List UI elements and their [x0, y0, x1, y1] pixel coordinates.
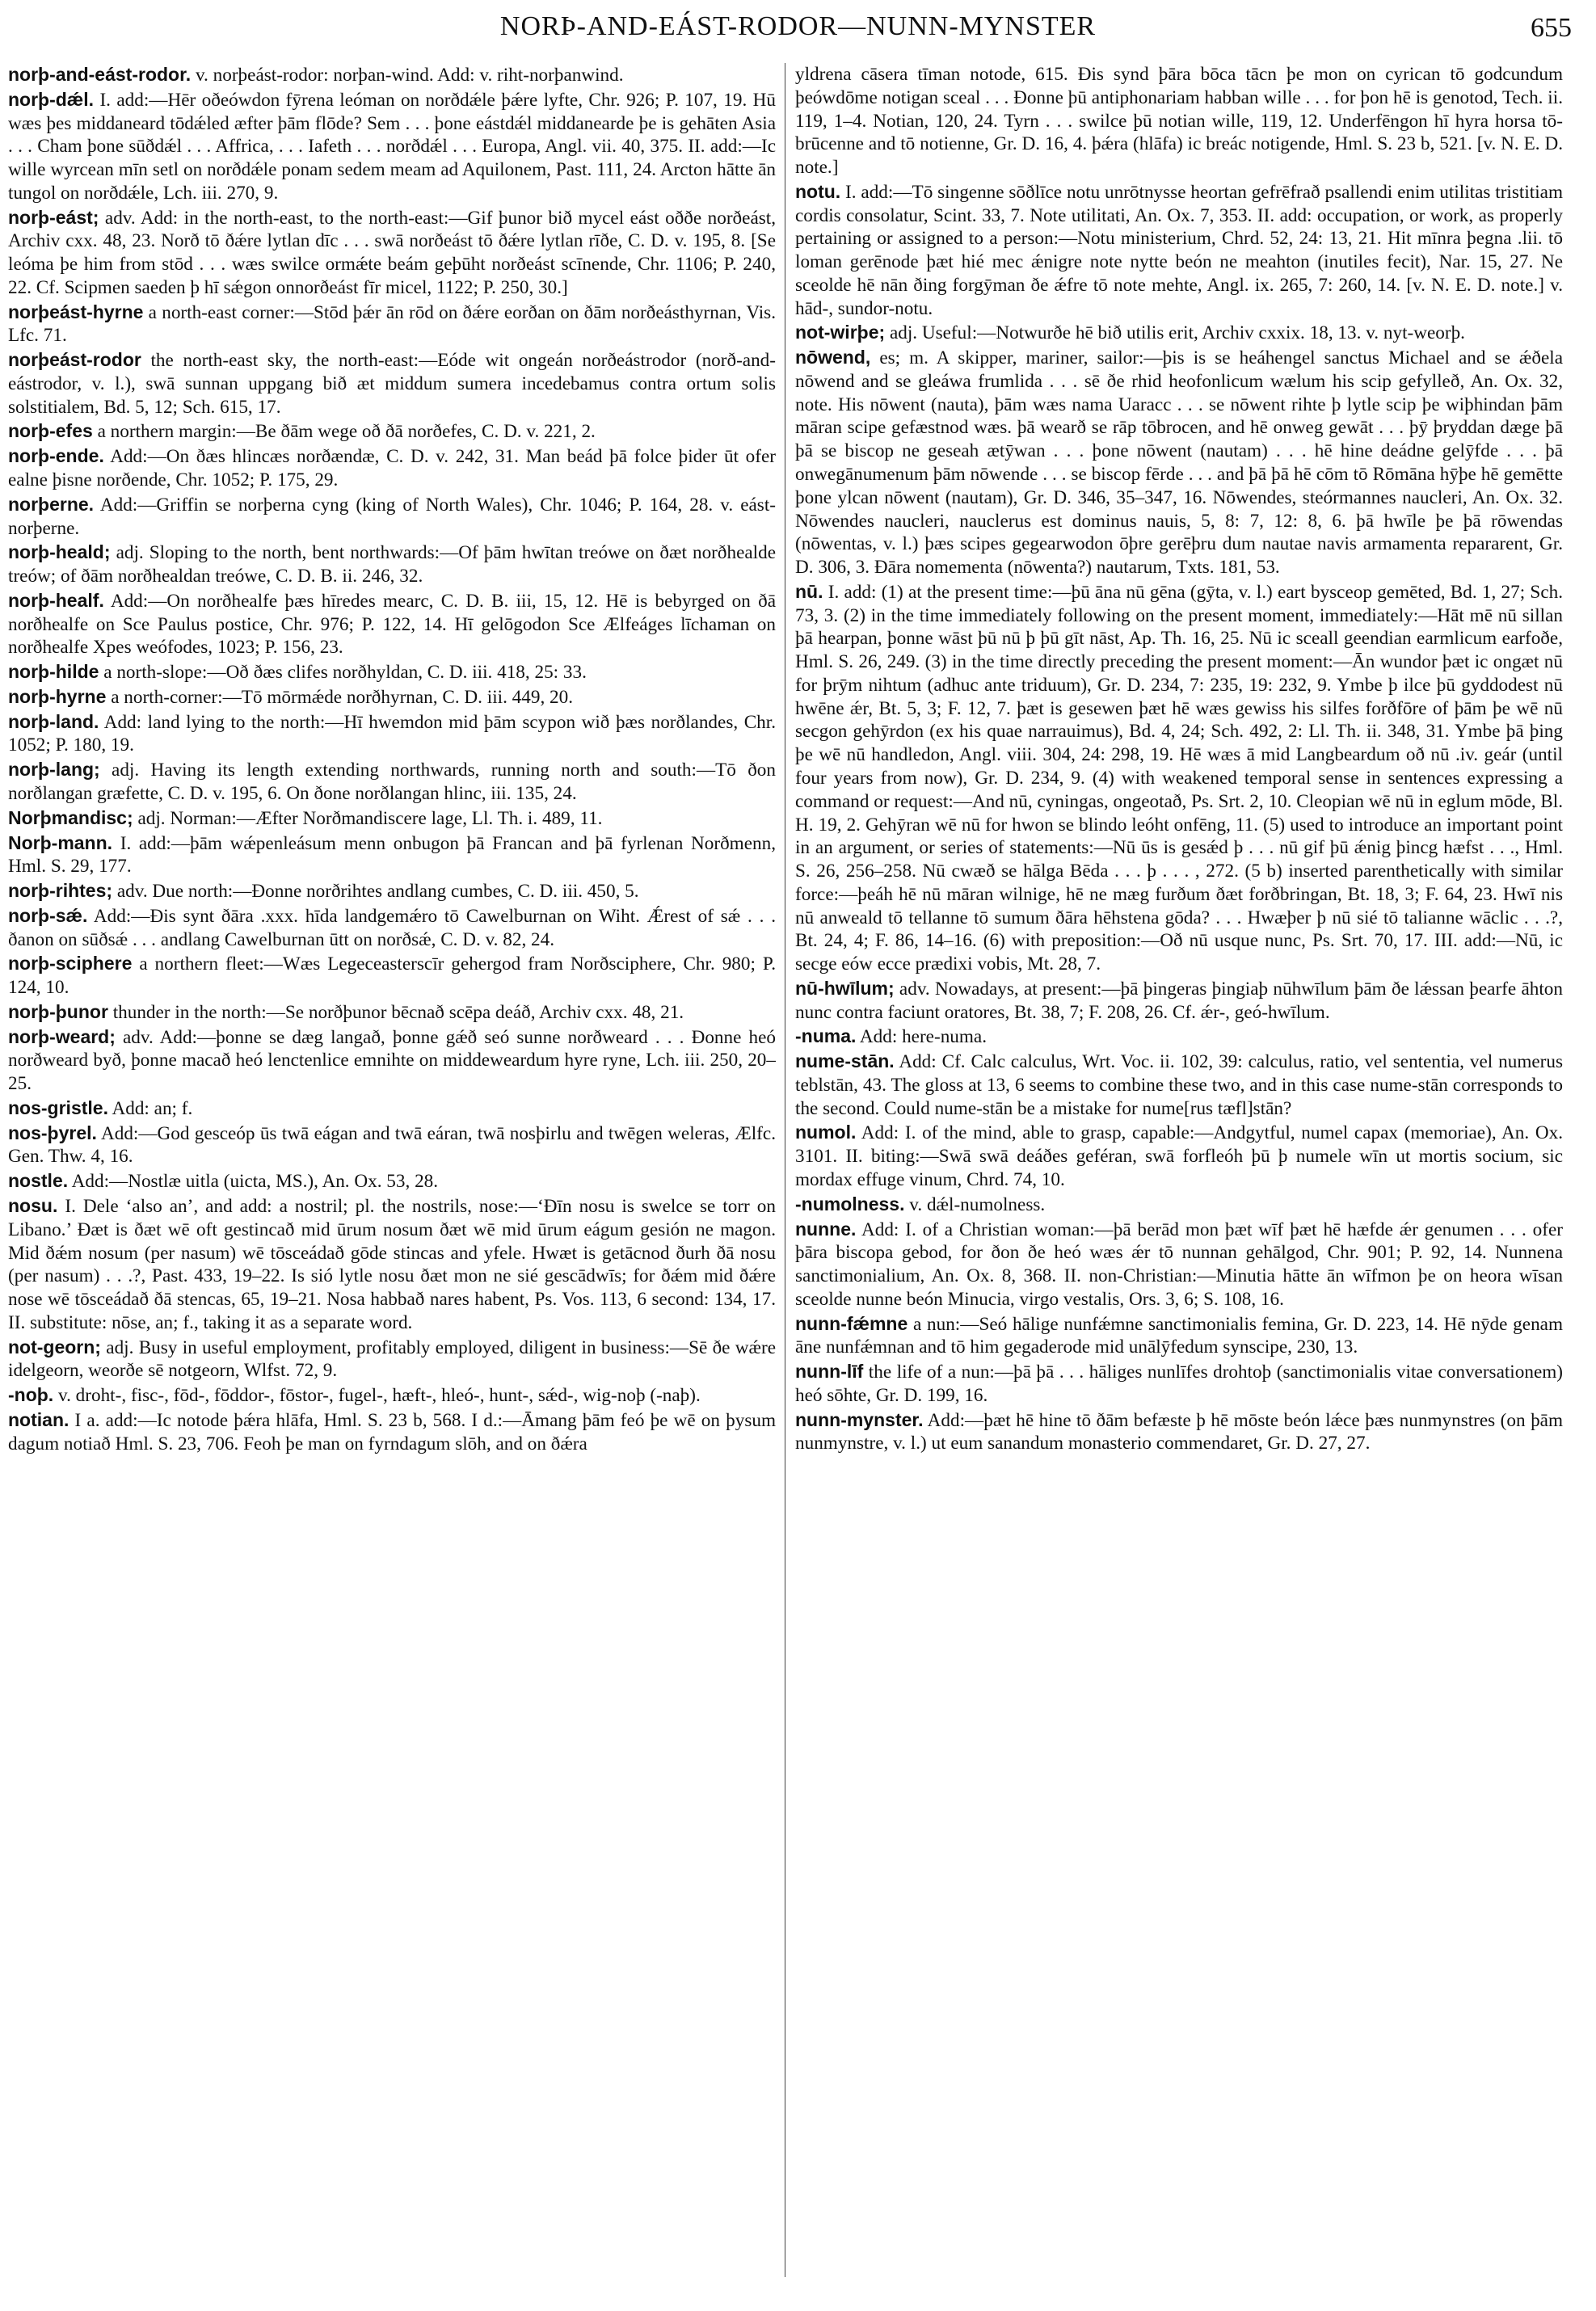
dictionary-entry [8, 1097, 776, 1121]
entry-headword: nōwend, [795, 347, 871, 368]
page-header [0, 11, 1596, 52]
entry-body: the life of a nun:—þā þā . . . hāliges nunlīfes drohtoþ (sanctimonialis vitae conversationem) heó sōhte, Gr. D. 199, 16. [795, 1362, 1563, 1406]
page-number: 655 [1531, 13, 1572, 43]
entry-body: es; m. A skipper, mariner, sailor:—þis is se heáhengel sanctus Michael and se ǽðela nōwend and se gleáwa frumlida . . . sē ðe rhid heofonlicum wælum his scip gefylleð, An. Ox. 32, note. His nōwent (nauta), þām wæs nama Uaracc . . . se nōwent rihte þ lytle scip þe wiþhindan þām māran scipe gefæstnod wæs. þā wearð se rāp tōbrocen, and hē onweg gewāt . . . þȳ þryddan dæge þā þā se biscop ne geseah ætȳwan . . . þone nōwent (nautam) . . . hē hine deádne gelȳfde . . . þā onwegānumenum þām nōwende . . . se biscop fērde . . . and þā þā hē cōm tō Rōmāna hȳþe hē gemētte þone ylcan nōwent (nautam), Gr. D. 346, 35–347, 16. Nōwendes, steórmannes naucleri, An. Ox. 32. Nōwendes naucleri, nauclerus est dominus nauis, 5, 8: 7, 12: 8, 6. þā hwīle þe þā rōwendas (nōwentas, v. l.) þæs scipes gegearwodon ōþre gerēþru dum nautae navis armamenta repararent, Gr. D. 306, 3. Ðāra nomementa (nōwenta?) nautarum, Txts. 181, 53. [795, 347, 1563, 579]
dictionary-entry [8, 710, 776, 758]
dictionary-entry [795, 580, 1563, 976]
entry-body: I a. add:—Ic notode þǽra hlāfa, Hml. S. 23 b, 568. I d.:—Āmang þām feó þe wē on þysum dagum notiað Hml. S. 23, 706. Feoh þe man on fyrndagum slōh, and on ðǽra [8, 1409, 776, 1454]
entry-headword: norþ-eást; [8, 206, 99, 228]
dictionary-entry [8, 904, 776, 952]
entry-headword: nū. [795, 580, 823, 602]
entry-body: thunder in the north:—Se norðþunor bēcnað scēpa deáð, Archiv cxx. 48, 21. [107, 1001, 684, 1023]
dictionary-entry [795, 63, 1563, 179]
running-title: NORÞ-AND-EÁST-RODOR—NUNN-MYNSTER [499, 11, 1097, 41]
entry-body: a north-east corner:—Stōd þǽr ān rōd on ðǽre eorðan on ðām norðeásthyrnan, Vis. Lfc. 71. [8, 301, 776, 347]
entry-body: adj. Busy in useful employment, profitably employed, diligent in business:—Sē ðe wǽre idelgeorn, weorðe sē notgeorn, Wlfst. 72, 9. [8, 1337, 776, 1382]
entry-headword: nos-gristle. [8, 1097, 108, 1118]
entry-body: a nun:—Seó hālige nunfǽmne sanctimonialis femina, Gr. D. 223, 14. Hē nȳde genam āne nunfǽmnan and tō him gegaderode mid unālȳfedum synscipe, 230, 13. [795, 1313, 1563, 1358]
dictionary-entry [8, 879, 776, 903]
entry-body: I. add: (1) at the present time:—þū āna nū gēna (gȳta, v. l.) eart bysceop gemēted, Bd. 1, 27; Sch. 73, 3. (2) in the time immediately following on the present moment, immediately:—Hāt mē nū sillan þā hearpan, þonne wāst þū nū þ þū gīt nāst, Ap. Th. 16, 25. Nū ic sceall geendian earmlicum earfoðe, Hml. S. 26, 249. (3) in the time directly preceding the present moment:—Ān wundor þæt ic ongæt nū for þrȳm nihtum (adhuc ante triduum), Gr. D. 234, 7: 235, 19: 232, 9. Ymbe þ ilce þū gyddodest nū hwēne ǽr, Bt. 5, 3; F. 12, 7. þæt is gesewen þæt hē wæs gewiss his silfes forðfōre of þām þe wē nū secgon gehȳrdon (ex his quae narrauimus), Bd. 4, 24; Sch. 492, 2: Ll. Th. ii. 348, 31. Ymbe þā þing þe wē nū handledon, Angl. viii. 304, 24: 298, 19. Hē wæs ā mid Langbeardum oð nū .iv. geár (until four years from now), Gr. D. 234, 9. (4) with weakened temporal sense in sentences expressing a command or request:—And nū, cyningas, ongeotað, Ps. Srt. 2, 10. Cleopian wē nū in eglum mōde, Bl. H. 19, 2. Gehȳran wē nū for hwon se blindo leóht onfēng, 11. (5) used to introduce an important point in an argument, or series of statements:—Nū ūs is gesǽd þ . . . nū gif þū ǽnig þincg hæfst . . ., Hml. S. 26, 256–258. Nū cwæð se hālga Bēda . . . þ . . . , 272. (5 b) inserted parenthetically with similar force:—þeáh hē nū māran wilnige, hē ne mæg furðum ðæt forðbringan, Bt. 18, 3; F. 64, 23. Hwī nis nū anweald tō tellanne tō sumum ðāra hēhstena gōda? . . . Hwæþer þ nū sié tō talianne wāclic . . .?, Bt. 24, 4; F. 86, 14–16. (6) with preposition:—Oð nū usque nunc, Ps. Srt. 70, 17. III. add:—Nū, ic secge eów ecce prædixi vobis, Mt. 28, 7. [795, 581, 1563, 975]
entry-headword: -numolness. [795, 1193, 905, 1214]
entry-headword: norþ-hilde [8, 661, 99, 683]
dictionary-entry [795, 346, 1563, 579]
entry-headword: norþerne. [8, 493, 95, 515]
entry-headword: nū-hwīlum; [795, 977, 895, 999]
entry-body: adv. Due north:—Ðonne norðrihtes andlang cumbes, C. D. iii. 450, 5. [112, 881, 639, 903]
dictionary-entry [8, 88, 776, 205]
entry-body: Add: I. of the mind, able to grasp, capable:—Andgytful, numel capax (memoriae), An. Ox. 3101. II. biting:—Swā swā deáðes geféran, swā forfleóh þū þ numele wīn ut mortis socium, sic mordax effuge vinum, Chrd. 74, 10. [795, 1122, 1563, 1190]
entry-headword: norþeást-hyrne [8, 301, 144, 322]
dictionary-entry [8, 419, 776, 444]
dictionary-entry [8, 1122, 776, 1169]
entry-body: a northern margin:—Be ðām wege oð ðā norðefes, C. D. v. 221, 2. [92, 421, 596, 443]
entry-headword: norþ-hyrne [8, 685, 107, 707]
entry-body: I. add:—Tō singenne sōðlīce notu unrōtnysse heortan gefrēfrað psallendi enim utilitas tristitiam cordis consolatur, Scint. 33, 7. Note utilitati, An. Ox. 7, 353. II. add: occupation, or work, as properly pertaining or assigned to a person:—Notu ministerium, Chrd. 52, 24: 13, 21. Hit mīnra þegna .lii. tō loman gerēnode þæt hié mec ǽnigre note nytte beón ne meahton (inutiles fecit), Nar. 15, 27. Ne sceolde hē nān ðing forgȳman ðe ǽfre tō note mehte, Angl. ix. 265, 7: 260, 14. [v. N. E. D. note.] v. hād-, sundor-notu. [795, 181, 1563, 319]
dictionary-entry [8, 1336, 776, 1383]
dictionary-entry [8, 1025, 776, 1096]
entry-headword: numol. [795, 1122, 857, 1143]
dictionary-entry [8, 589, 776, 659]
dictionary-entry [795, 1312, 1563, 1360]
dictionary-entry [795, 180, 1563, 321]
entry-headword: norþ-sǽ. [8, 904, 88, 926]
entry-headword: nunn-mynster. [795, 1408, 924, 1430]
entry-body: adj. Having its length extending northwards, running north and south:—Tō ðon norðlangan græfette, C. D. v. 195, 6. On ðone norðlangan hlinc, iii. 135, 24. [8, 760, 776, 804]
entry-headword: norþ-healf. [8, 589, 104, 611]
dictionary-entry [8, 1383, 776, 1408]
entry-body: the north-east sky, the north-east:—Eóde wit ongeán norðeástrodor (norð-and-eástrodor, v. l.), swā sunnan uppgang bið æt middum sumera incedebamus contra ortum solis solstitialem, Bd. 5, 12; Sch. 615, 17. [8, 350, 776, 418]
entry-body: adj. Useful:—Notwurðe hē bið utilis erit, Archiv cxxix. 18, 13. v. nyt-weorþ. [885, 322, 1465, 344]
right-column [795, 63, 1563, 2293]
entry-headword: Norþmandisc; [8, 806, 133, 828]
entry-headword: norþ-sciphere [8, 953, 133, 974]
dictionary-entry [8, 685, 776, 709]
entry-body: Add: land lying to the north:—Hī hwemdon mid þām scypon wið þæs norðlandes, Chr. 1052; P. 180, 19. [8, 711, 776, 756]
entry-body: Add: here-numa. [856, 1026, 987, 1048]
dictionary-entry [8, 1408, 776, 1456]
entry-headword: norþ-rihtes; [8, 880, 113, 902]
entry-headword: notu. [795, 180, 841, 202]
dictionary-entry [8, 541, 776, 588]
entry-headword: nosu. [8, 1194, 58, 1216]
entry-headword: nunn-fǽmne [795, 1312, 908, 1334]
entry-headword: -noþ. [8, 1384, 54, 1406]
dictionary-entry [8, 758, 776, 806]
dictionary-entry [8, 348, 776, 419]
entry-headword: nume-stān. [795, 1050, 895, 1072]
entry-headword: norþeást-rodor [8, 349, 141, 371]
dictionary-entry [795, 1121, 1563, 1191]
entry-headword: norþ-land. [8, 710, 99, 732]
entry-headword: not-wirþe; [795, 322, 886, 343]
dictionary-entry [8, 493, 776, 541]
entry-body: a north-corner:—Tō mōrmǽde norðhyrnan, C. D. iii. 449, 20. [106, 686, 574, 708]
entry-body: Add: I. of a Christian woman:—þā berād mon þæt wīf þæt hē hæfde ǽr genumen . . . ofer þāra biscopa gebod, for ðon ðe heó wæs ǽr tō nunnan gehālgod, Chr. 901; P. 92, 14. Nunnena sanctimonialium, An. Ox. 8, 368. II. non-Christian:—Minutia hātte ān wīfmon þe on heora wīsan sceolde nunne beón Minucia, virgo vestalis, Ors. 3, 6; S. 108, 16. [795, 1219, 1563, 1310]
entry-body: Add:—On ðæs hlincæs norðændæ, C. D. v. 242, 31. Man beád þā folce þider ūt ofer ealne þisne norðende, Chr. 1052; P. 175, 29. [8, 446, 776, 491]
entry-headword: norþ-ende. [8, 445, 104, 467]
entry-body: adv. Add: in the north-east, to the north-east:—Gif þunor bið mycel eást oððe norðeást, Archiv cxx. 48, 23. Norð tō ðǽre lytlan dīc . . . swā norðeást tō ðǽre lytlan rīðe, C. D. v. 195, 8. [Se leóma þe him from stōd . . . wæs swilce ormǽte beám geþūht norðeást scīnende, Chr. 1106; P. 240, 22. Cf. Scipmen saeden þ hī sǽgon onnorðeást fīr micel, 1122; P. 250, 30.] [8, 207, 776, 298]
dictionary-entry [8, 806, 776, 831]
entry-headword: norþ-weard; [8, 1025, 116, 1047]
dictionary-entry [795, 1360, 1563, 1408]
entry-headword: norþ-efes [8, 420, 93, 442]
dictionary-entry [8, 301, 776, 348]
entry-body: v. dǽl-numolness. [904, 1193, 1046, 1215]
entry-body: v. norþeást-rodor: norþan-wind. Add: v. riht-norþanwind. [191, 65, 624, 86]
entry-body: Add:—On norðhealfe þæs hīredes mearc, C. D. B. iii, 15, 12. Hē is bebyrged on ðā norðhealfe on Sce Paulus postice, Chr. 976; P. 122, 14. Hī gelōgodon Sce Ælfeáges līchaman on norðhealfe Xpes weófodes, 1023; P. 156, 23. [8, 590, 776, 659]
dictionary-entry [8, 444, 776, 492]
entry-body: I. Dele ‘also an’, and add: a nostril; pl. the nostrils, nose:—‘Ðīn nosu is swelce se torr on Libano.’ Ðæt is ðæt wē oft gestincað mid ūrum nosum ðæt wē mid ūrum eágum gesión ne magon. Mid ðǽm nosum (per nasum) wē tōsceádað gōde stincas and yfele. Hwæt is getācnod ðurh ðā nosu (per nasum) . . .?, Past. 433, 19–22. Is sió lytle nosu ðæt mon ne sié gescādwīs; for ðǽm mid ðǽre nose wē tōsceádað ðā stencas, 65, 19–21. Nosa habbað nares habent, Ps. Vos. 113, 6 second: 134, 17. II. substitute: nōse, an; f., taking it as a separate word. [8, 1195, 776, 1333]
dictionary-entry [795, 1408, 1563, 1456]
dictionary-entry [795, 1025, 1563, 1049]
dictionary-entry [795, 1193, 1563, 1217]
entry-headword: not-georn; [8, 1336, 101, 1358]
entry-headword: norþ-and-eást-rodor. [8, 64, 192, 85]
dictionary-entry [8, 63, 776, 87]
entry-body: Add: an; f. [107, 1097, 193, 1119]
entry-headword: nos-þyrel. [8, 1122, 97, 1143]
entry-body: adv. Nowadays, at present:—þā þingeras þingiaþ nūhwīlum þām ðe lǽssan þearfe āhton nunc contra faciunt oratores, Bt. 38, 7; F. 208, 26. Cf. ǽr-, geó-hwīlum. [795, 978, 1563, 1023]
entry-headword: norþ-heald; [8, 541, 111, 563]
entry-headword: Norþ-mann. [8, 831, 113, 853]
dictionary-entry [795, 1218, 1563, 1311]
dictionary-entry [8, 1000, 776, 1025]
entry-body: I. add:—Hēr oðeówdon fȳrena leóman on norðdǽle þǽre lyfte, Chr. 926; P. 107, 19. Hū wæs þes middaneard tōdǽled æfter þām flōde? Sem . . . þone eástdǽl middanearde þe is gehāten Asia . . . Cham þone sūðdǽl . . . Affrica, . . . Iafeth . . . norðdǽl . . . Europa, Angl. vii. 40, 375. II. add:—Ic wille wyrcean mīn setl on norðdǽle ponam sedem meam ad Aquilonem, Past. 111, 24. Arcton hātte ān tungol on norðdǽle, Lch. iii. 270, 9. [8, 89, 776, 204]
dictionary-entry [795, 1050, 1563, 1120]
dictionary-entry [8, 660, 776, 684]
entry-body: adv. Add:—þonne se dæg langað, þonne gǽð seó sunne norðweard . . . Ðonne heó norðweard byð, þonne macað heó lenctenlice emnihte on middeweardum hyre ryne, Lch. iii. 250, 20–25. [8, 1026, 776, 1095]
entry-body: v. droht-, fisc-, fōd-, fōddor-, fōstor-, fugel-, hæft-, hleó-, hunt-, sǽd-, wig-noþ (-naþ). [53, 1385, 701, 1407]
entry-body: a northern fleet:—Wæs Legeceasterscīr gehergod fram Norðsciphere, Chr. 980; P. 124, 10. [8, 953, 776, 999]
dictionary-entry [8, 831, 776, 879]
entry-headword: nunn-līf [795, 1361, 864, 1383]
dictionary-entry [8, 952, 776, 1000]
entry-body: I. add:—þām wǽpenleásum menn onbugon þā Francan and þā fyrlenan Norðmenn, Hml. S. 29, 177. [8, 832, 776, 878]
entry-body: Add:—þæt hē hine tō ðām befæste þ hē mōste beón lǽce þæs nunmynstres (on þām nunmynstre, v. l.) ut eum sanandum monasterio commendaret, Gr. D. 27, 27. [795, 1409, 1563, 1454]
entry-headword: norþ-dǽl. [8, 88, 95, 110]
entry-headword: nostle. [8, 1170, 69, 1192]
entry-body: a north-slope:—Oð ðæs clifes norðhyldan, C. D. iii. 418, 25: 33. [99, 662, 587, 684]
left-column [8, 63, 776, 2293]
entry-body: Add:—Nostlæ uitla (uicta, MS.), An. Ox. 53, 28. [68, 1171, 439, 1193]
entry-body: Add:—God gesceóp ūs twā eágan and twā eáran, twā nosþirlu and twēgen weleras, Ælfc. Gen. Thw. 4, 16. [8, 1122, 776, 1168]
entry-body: adj. Norman:—Æfter Norðmandiscere lage, Ll. Th. i. 489, 11. [133, 807, 603, 829]
dictionary-entry [795, 977, 1563, 1025]
dictionary-entry [795, 321, 1563, 345]
entry-body: Add:—Griffin se norþerna cyng (king of North Wales), Chr. 1046; P. 164, 28. v. eást-norþerne. [8, 494, 776, 539]
dictionary-entry [8, 1194, 776, 1335]
dictionary-entry [8, 206, 776, 300]
entry-body: yldrena cāsera tīman notode, 615. Ðis synd þāra bōca tācn þe mon on cyrican tō godcundum þeówdōme notigan sceal . . . Ðonne þū antiphonariam habban wille . . . for þon hē is genotod, Tech. ii. 119, 1–4. Notian, 120, 24. Tyrn . . . swilce þū notian wille, 119, 12. Underfēngon hī hyra horsa tō-brūcenne and tō notienne, Gr. D. 16, 4. þǽra (hlāfa) ic breác notigende, Hml. S. 23 b, 521. [v. N. E. D. note.] [795, 64, 1563, 179]
entry-headword: norþ-þunor [8, 1000, 108, 1022]
entry-headword: nunne. [795, 1218, 857, 1240]
entry-body: Add: Cf. Calc calculus, Wrt. Voc. ii. 102, 39: calculus, ratio, vel sententia, vel numerus teblstān, 43. The gloss at 13, 6 seems to combine these two, and in this case nume-stān corresponds to the second. Could nume-stān be a mistake for nume[rus tæfl]stān? [795, 1051, 1563, 1119]
entry-body: adj. Sloping to the north, bent northwards:—Of þām hwītan treówe on ðæt norðhealde treów; of ðām norðhealdan treówe, C. D. B. ii. 246, 32. [8, 542, 776, 587]
entry-headword: notian. [8, 1408, 69, 1430]
entry-headword: norþ-lang; [8, 759, 100, 781]
entry-body: Add:—Ðis synt ðāra .xxx. hīda landgemǽro tō Cawelburnan on Wiht. Ǽrest of sǽ . . . ðanon on sūðsǽ . . . andlang Cawelburnan ūtt on norðsǽ, C. D. v. 82, 24. [8, 905, 776, 950]
entry-headword: -numa. [795, 1025, 857, 1047]
dictionary-entry [8, 1169, 776, 1193]
